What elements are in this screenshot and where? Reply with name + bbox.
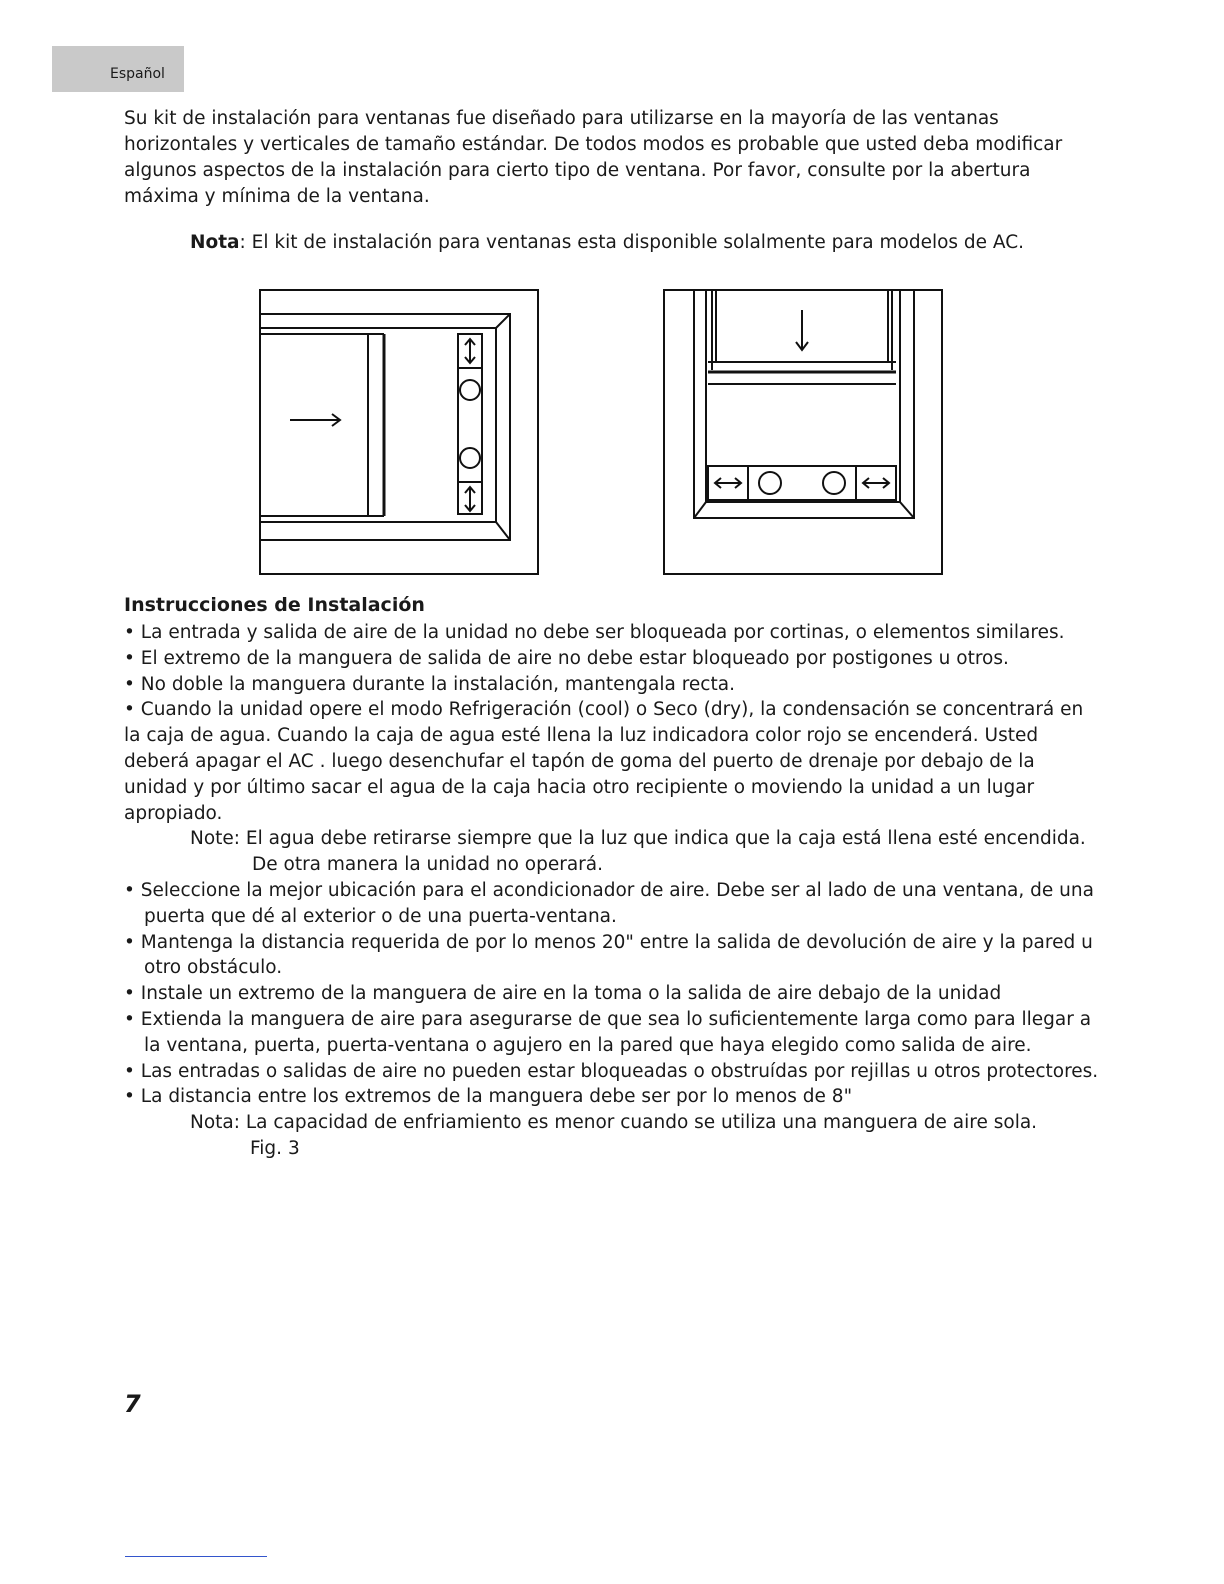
vent-hole-icon xyxy=(759,472,781,494)
list-item: • Seleccione la mejor ubicación para el acondicionador de aire. Debe ser al lado de una ventana, de una puerta que dé al exterior o de una puerta-ventana. xyxy=(124,879,1094,927)
language-label: Español xyxy=(110,66,165,82)
list-item: • La distancia entre los extremos de la manguera debe ser por lo menos de 8" xyxy=(124,1086,853,1108)
list-item: • No doble la manguera durante la instalación, mantengala recta. xyxy=(124,673,735,695)
note-water: Note: El agua debe retirarse siempre que la luz que indica que la caja está llena esté encendida. De otra manera la unidad no operará. xyxy=(190,828,1086,876)
list-item: • Cuando la unidad opere el modo Refrigeración (cool) o Seco (dry), la condensación se concentrará en la caja de agua. Cuando la caja de agua esté llena la luz indicadora color rojo se encenderá. Usted deberá apagar el AC . luego desenchufar el tapón de goma del puerto de drenaje por debajo de la unidad y por último sacar el agua de la caja hacia otro recipiente o moviendo la unidad a un lugar apropiado. xyxy=(124,699,1084,824)
footer-rule xyxy=(125,1556,267,1557)
instructions-title: Instrucciones de Instalación xyxy=(124,594,425,616)
figure-caption: Fig. 3 xyxy=(250,1137,300,1159)
note-capacity: Nota: La capacidad de enfriamiento es menor cuando se utiliza una manguera de aire sola. xyxy=(190,1112,1038,1134)
vent-hole-icon xyxy=(460,448,480,468)
figure-horizontal-window xyxy=(258,288,540,576)
vent-hole-icon xyxy=(823,472,845,494)
intro-paragraph: Su kit de instalación para ventanas fue diseñado para utilizarse en la mayoría de las ventanas horizontales y verticales de tamaño estándar. De todos modos es probable que usted deba modificar algunos aspectos de la instalación para cierto tipo de ventana. Por favor, consulte por la abertura máxima y mínima de la ventana. xyxy=(124,108,1063,207)
note-label: Nota xyxy=(190,232,240,253)
list-item: • El extremo de la manguera de salida de aire no debe estar bloqueado por postigones u otros. xyxy=(124,647,1009,669)
page-number: 7 xyxy=(124,1390,141,1418)
note-text: : El kit de instalación para ventanas esta disponible solalmente para modelos de AC. xyxy=(239,232,1025,253)
list-item: • La entrada y salida de aire de la unidad no debe ser bloqueada por cortinas, o elementos similares. xyxy=(124,622,1065,643)
instructions-list xyxy=(124,620,1104,1162)
list-item: • Instale un extremo de la manguera de aire en la toma o la salida de aire debajo de la unidad xyxy=(124,983,1002,1005)
list-item: • Mantenga la distancia requerida de por lo menos 20" entre la salida de devolución de aire y la pared u otro obstáculo. xyxy=(124,931,1093,979)
vent-hole-icon xyxy=(460,380,480,400)
window-frame-inner xyxy=(260,328,496,522)
note-top xyxy=(190,232,1024,253)
figure-vertical-window xyxy=(662,288,944,576)
list-item: • Extienda la manguera de aire para asegurarse de que sea lo suficientemente larga como para llegar a la ventana, puerta, puerta-ventana o agujero en la pared que haya elegido como salida de aire. xyxy=(124,1008,1092,1056)
language-tab xyxy=(52,46,184,92)
list-item: • Las entradas o salidas de aire no pueden estar bloqueadas o obstruídas por rejillas u otros protectores. xyxy=(124,1060,1099,1082)
